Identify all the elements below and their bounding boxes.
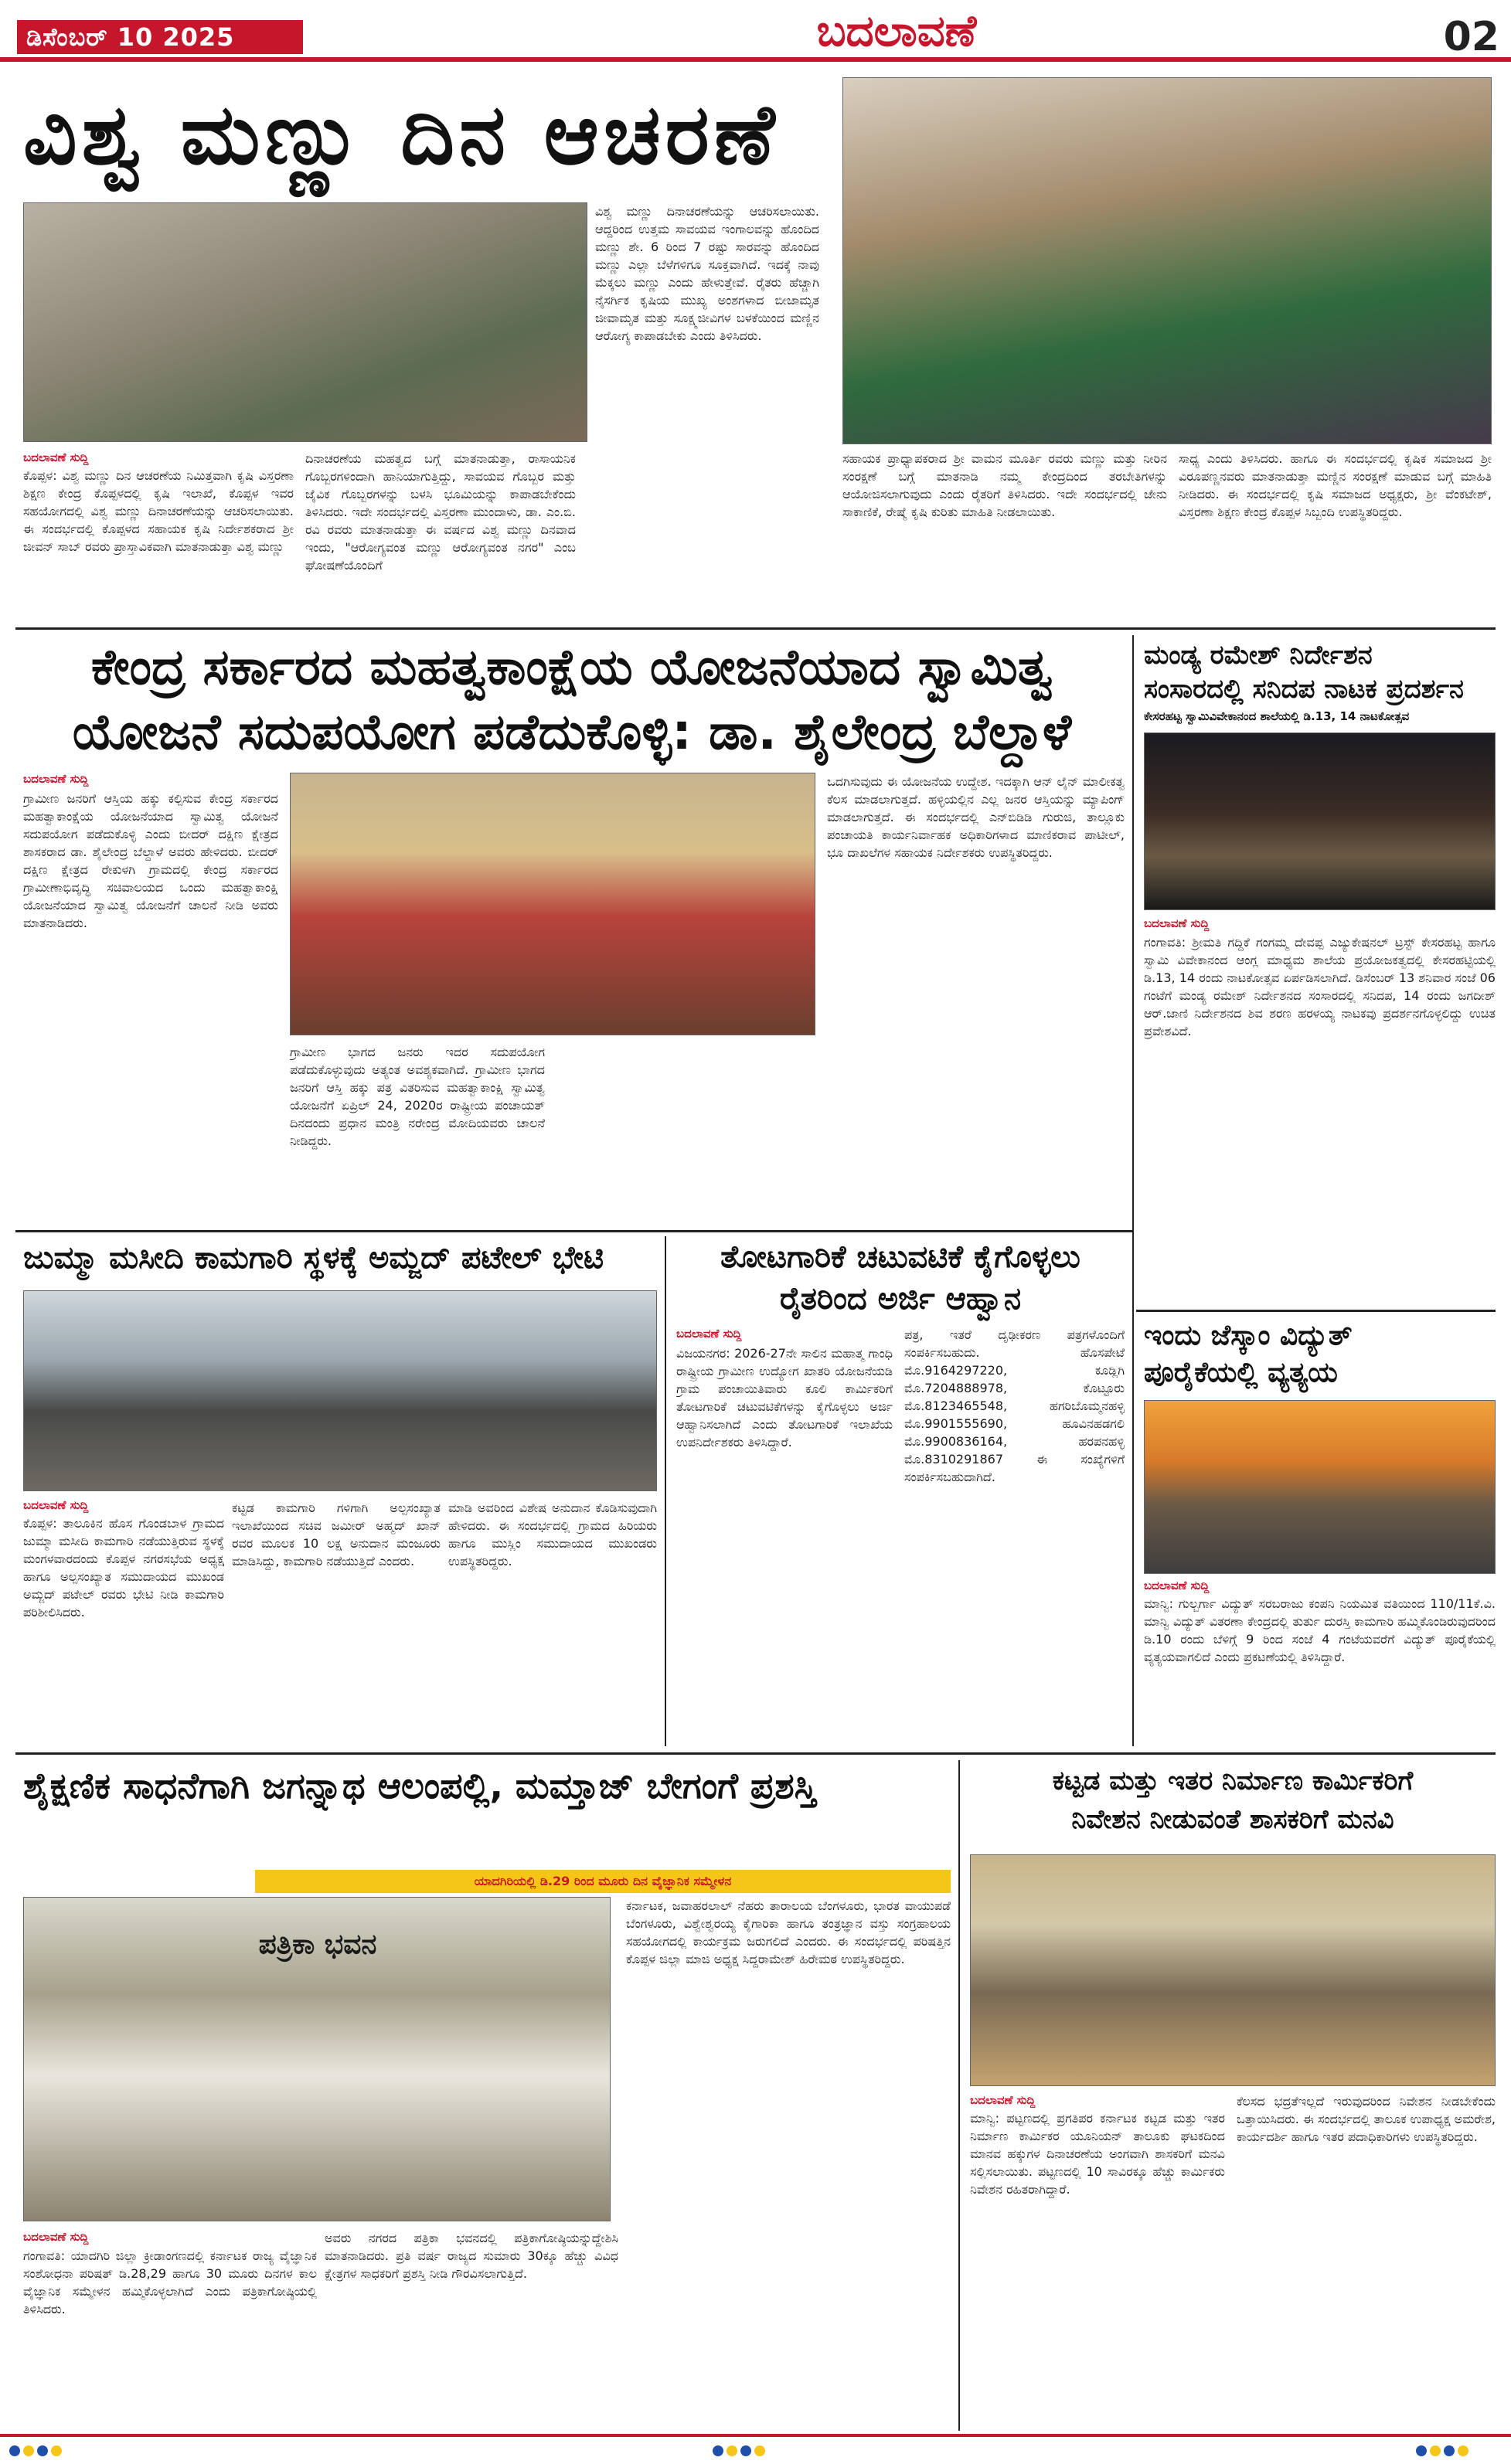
photo-sign-text: ಪತ್ರಿಕಾ ಭವನ	[258, 1929, 377, 1960]
story6-headline-line1: ಇಂದು ಜೆಸ್ಕಾಂ ವಿದ್ಯುತ್	[1144, 1320, 1353, 1351]
masthead	[0, 0, 1511, 62]
story8-headline-line1: ಕಟ್ಟಡ ಮತ್ತು ಇತರ ನಿರ್ಮಾಣ ಕಾರ್ಮಿಕರಿಗೆ	[1052, 1766, 1414, 1796]
story2-headline-line2: ಯೋಜನೆ ಸದುಪಯೋಗ ಪಡೆದುಕೊಳ್ಳಿ: ಡಾ. ಶೈಲೇಂದ್ರ ಬೆಲ್ದಾಳೆ	[72, 704, 1072, 761]
story2-col1: ಗ್ರಾಮೀಣ ಜನರಿಗೆ ಆಸ್ತಿಯ ಹಕ್ಕು ಕಲ್ಪಿಸುವ ಕೇಂದ್ರ ಸರ್ಕಾರದ ಮಹತ್ವಾಕಾಂಕ್ಷೆಯ ಯೋಜನೆಯಾದ ಸ್ವಾಮಿತ್ವ ಯೋಜನೆ ಸದುಪಯೋಗ ಪಡೆದುಕೊಳ್ಳಿ ಎಂದು ಬೀದರ್ ದಕ್ಷಿಣ ಕ್ಷೇತ್ರದ ಶಾಸಕರಾದ ಡಾ. ಶೈಲೇಂದ್ರ ಬೆಲ್ದಾಳೆ ಅವರು ಹೇಳಿದರು. ಬೀದರ್ ದಕ್ಷಿಣ ಕ್ಷೇತ್ರದ ರೇಕುಳಗಿ ಗ್ರಾಮದಲ್ಲಿ ಕೇಂದ್ರ ಸರ್ಕಾರದ ಗ್ರಾಮೀಣಾಭಿವೃದ್ಧಿ ಸಚಿವಾಲಯದ ಒಂದು ಮಹತ್ವಾಕಾಂಕ್ಷಿ ಯೋಜನೆಯಾದ ಸ್ವಾಮಿತ್ವ ಯೋಜನೆಗೆ ಚಾಲನೆ ನೀಡಿ ಅವರು ಮಾತನಾಡಿದರು.	[23, 791, 278, 930]
story7-col1: ಗಂಗಾವತಿ: ಯಾದಗಿರಿ ಜಿಲ್ಲಾ ಕ್ರೀಡಾಂಗಣದಲ್ಲಿ ಕರ್ನಾಟಕ ರಾಜ್ಯ ವೈಜ್ಞಾನಿಕ ಸಂಶೋಧನಾ ಪರಿಷತ್ ಡಿ.28,29 ಹಾಗೂ 30 ಮೂರು ದಿನಗಳ ಕಾಲ ವೈಜ್ಞಾನಿಕ ಸಮ್ಮೇಳನ ಹಮ್ಮಿಕೊಳ್ಳಲಾಗಿದೆ ಎಂದು ಪತ್ರಿಕಾಗೋಷ್ಠಿಯಲ್ಲಿ ತಿಳಿಸಿದರು.	[23, 2248, 317, 2316]
story5-headline-line2: ರೈತರಿಂದ ಅರ್ಜಿ ಆಹ್ವಾನ	[779, 1281, 1022, 1317]
story3-body: ಗಂಗಾವತಿ: ಶ್ರೀಮತಿ ಗದ್ದಿಕೆ ಗಂಗಮ್ಮ ದೇವಪ್ಪ ಎಜ್ಯುಕೇಷನಲ್ ಟ್ರಸ್ಟ್ ಕೇಸರಹಟ್ಟ ಹಾಗೂ ಸ್ವಾಮಿ ವಿವೇಕಾನಂದ ಆಂಗ್ಲ ಮಾಧ್ಯಮ ಶಾಲೆಯ ಪ್ರಯೋಜಕತ್ವದಲ್ಲಿ ಕೇಸರಹಟ್ಟಿಯಲ್ಲಿ ಡಿ.13, 14 ರಂದು ನಾಟಕೋತ್ಸವ ಏರ್ಪಡಿಸಲಾಗಿದೆ. ಡಿಸೆಂಬರ್ 13 ಶನಿವಾರ ಸಂಜೆ 06 ಗಂಟೆಗೆ ಮಂಡ್ಯ ರಮೇಶ್ ನಿರ್ದೇಶನದ ಸಂಸಾರದಲ್ಲಿ ಸನಿದಪ, 14 ರಂದು ಜಗದೀಶ್ ಆರ್.ಜಾಣಿ ನಿರ್ದೇಶನದ ಶಿವ ಶರಣ ಹರಳಯ್ಯ ನಾಟಕವು ಪ್ರದರ್ಶನಗೊಳ್ಳಲಿದ್ದು ಉಚಿತ ಪ್ರವೇಶವಿದೆ.	[1144, 935, 1496, 1038]
divider	[15, 627, 1496, 630]
divider	[1132, 1314, 1134, 1746]
story3-kicker: ಕೇಸರಹಟ್ಟ ಸ್ವಾಮಿವಿವೇಕಾನಂದ ಶಾಲೆಯಲ್ಲಿ ಡಿ.13, 14 ನಾಟಕೋತ್ಸವ	[1144, 709, 1410, 723]
footer-dots-left	[8, 2445, 100, 2460]
story4-col3: ಮಾಡಿ ಅವರಿಂದ ವಿಶೇಷ ಅನುದಾನ ಕೊಡಿಸುವುದಾಗಿ ಹೇಳಿದರು. ಈ ಸಂದರ್ಭದಲ್ಲಿ ಗ್ರಾಮದ ಹಿರಿಯರು ಹಾಗೂ ಮುಸ್ಲಿಂ ಸಮುದಾಯದ ಮುಖಂಡರು ಉಪಸ್ಥಿತರಿದ್ದರು.	[448, 1500, 657, 1568]
story7-kicker: ಯಾದಗಿರಿಯಲ್ಲಿ ಡಿ.29 ರಿಂದ ಮೂರು ದಿನ ವೈಜ್ಞಾನಿಕ ಸಮ್ಮೇಳನ	[255, 1870, 951, 1893]
divider	[958, 1760, 960, 2431]
story1-headline: ವಿಶ್ವ ಮಣ್ಣು ದಿನ ಆಚರಣೆ	[23, 87, 780, 183]
story3-headline-line2: ಸಂಸಾರದಲ್ಲಿ ಸನಿದಪ ನಾಟಕ ಪ್ರದರ್ಶನ	[1144, 674, 1464, 705]
story1-col2b	[587, 450, 812, 621]
story1-photo-plant	[842, 77, 1492, 444]
story8-headline-line2: ನಿವೇಶನ ನೀಡುವಂತೆ ಶಾಸಕರಿಗೆ ಮನವಿ	[1071, 1804, 1394, 1835]
story3-byline: ಬದಲಾವಣೆ ಸುದ್ದಿ	[1144, 916, 1210, 930]
story8-headline	[970, 1762, 1496, 1847]
story1-col4: ಸಹಾಯಕ ಪ್ರಾಧ್ಯಾಪಕರಾದ ಶ್ರೀ ವಾಮನ ಮೂರ್ತಿ ರವರು ಮಣ್ಣು ಮತ್ತು ನೀರಿನ ಸಂರಕ್ಷಣೆ ಬಗ್ಗೆ ಮಾತನಾಡಿ ನಮ್ಮ ಕೇಂದ್ರದಿಂದ ತರಬೇತಿಗಳನ್ನು ಆಯೋಜಿಸಲಾಗುವುದು ಎಂದು ರೈತರಿಗೆ ತಿಳಿಸಿದರು. ಇದೇ ಸಂದರ್ಭದಲ್ಲಿ ಜೇನು ಸಾಕಾಣಿಕೆ, ರೇಷ್ಮೆ ಕೃಷಿ ಕುರಿತು ಮಾಹಿತಿ ನೀಡಲಾಯಿತು.	[842, 451, 1167, 519]
story1-col5: ಸಾಧ್ಯ ಎಂದು ತಿಳಿಸಿದರು. ಹಾಗೂ ಈ ಸಂದರ್ಭದಲ್ಲಿ ಕೃಷಿಕ ಸಮಾಜದ ಶ್ರೀ ವಿರೂಪಣ್ಣನವರು ಮಾತನಾಡುತ್ತಾ ಮಣ್ಣಿನ ಸಂರಕ್ಷಣೆ ಮಾಡುವ ಬಗ್ಗೆ ಮಾಹಿತಿ ನೀಡಿದರು. ಈ ಸಂದರ್ಭದಲ್ಲಿ ಕೃಷಿ ಸಮಾಜದ ಅಧ್ಯಕ್ಷರು, ಶ್ರೀ ವೆಂಕಟೇಶ್, ವಿಸ್ತರಣಾ ಶಿಕ್ಷಣ ಕೇಂದ್ರ ಕೊಪ್ಪಳ ಸಿಬ್ಬಂದಿ ಉಪಸ್ಥಿತರಿದ್ದರು.	[1179, 451, 1492, 519]
story6-body: ಮಾನ್ವಿ: ಗುಲ್ಬರ್ಗಾ ವಿದ್ಯುತ್ ಸರಬರಾಜು ಕಂಪನಿ ನಿಯಮಿತ ವತಿಯಿಂದ 110/11ಕೆ.ವಿ. ಮಾನ್ವಿ ವಿದ್ಯುತ್ ವಿತರಣಾ ಕೇಂದ್ರದಲ್ಲಿ ತುರ್ತು ದುರಸ್ತಿ ಕಾಮಗಾರಿ ಹಮ್ಮಿಕೊಂಡಿರುವುದರಿಂದ ಡಿ.10 ರಂದು ಬೆಳಿಗ್ಗೆ 9 ರಿಂದ ಸಂಜೆ 4 ಗಂಟೆಯವರೆಗೆ ವಿದ್ಯುತ್ ಪೂರೈಕೆಯಲ್ಲಿ ವ್ಯತ್ಯಯವಾಗಲಿದೆ ಎಂದು ಪ್ರಕಟಣೆಯಲ್ಲಿ ತಿಳಿಸಿದ್ದಾರೆ.	[1144, 1596, 1496, 1664]
story2-byline: ಬದಲಾವಣೆ ಸುದ್ದಿ	[23, 772, 89, 786]
story7-col3: ಕರ್ನಾಟಕ, ಜವಾಹರಲಾಲ್ ನೆಹರು ತಾರಾಲಯ ಬೆಂಗಳೂರು, ಭಾರತ ವಾಯುಪಡೆ ಬೆಂಗಳೂರು, ವಿಶ್ವೇಶ್ವರಯ್ಯ ಕೈಗಾರಿಕಾ ಹಾಗೂ ತಂತ್ರಜ್ಞಾನ ವಸ್ತು ಸಂಗ್ರಹಾಲಯ ಸಹಯೋಗದಲ್ಲಿ ಕಾರ್ಯಕ್ರಮ ಜರುಗಲಿದೆ ಎಂದರು. ಈ ಸಂದರ್ಭದಲ್ಲಿ ಪರಿಷತ್ತಿನ ಕೊಪ್ಪಳ ಜಿಲ್ಲಾ ಮಾಜಿ ಅಧ್ಯಕ್ಷ ಸಿದ್ದರಾಮೇಶ್ ಹಿರೇಮಠ ಉಪಸ್ಥಿತರಿದ್ದರು.	[626, 1898, 951, 1966]
story2-headline-line1: ಕೇಂದ್ರ ಸರ್ಕಾರದ ಮಹತ್ವಕಾಂಕ್ಷೆಯ ಯೋಜನೆಯಾದ ಸ್ವಾಮಿತ್ವ	[90, 639, 1053, 696]
footer-dots-right	[1414, 2445, 1507, 2460]
story5-headline-line1: ತೋಟಗಾರಿಕೆ ಚಟುವಟಿಕೆ ಕೈಗೊಳ್ಳಲು	[720, 1239, 1081, 1275]
story1-col3: ವಿಶ್ವ ಮಣ್ಣು ದಿನಾಚರಣೆಯನ್ನು ಆಚರಿಸಲಾಯಿತು. ಆದ್ದರಿಂದ ಉತ್ತಮ ಸಾವಯವ ಇಂಗಾಲವನ್ನು ಹೊಂದಿದ ಮಣ್ಣು ಶೇ. 6 ರಿಂದ 7 ರಷ್ಟು ಸಾರವನ್ನು ಹೊಂದಿದ ಮಣ್ಣು ಎಲ್ಲಾ ಬೆಳೆಗಳಿಗೂ ಸೂಕ್ತವಾಗಿದೆ. ಇದಕ್ಕೆ ನಾವು ಮೆಕ್ಕಲು ಮಣ್ಣು ಎಂದು ಹೇಳುತ್ತೇವೆ. ರೈತರು ಹೆಚ್ಚಾಗಿ ನೈಸರ್ಗಿಕ ಕೃಷಿಯ ಮುಖ್ಯ ಅಂಶಗಳಾದ ಬೀಜಾಮೃತ ಜೀವಾಮೃತ ಮತ್ತು ಸೂಕ್ಷ್ಮಜೀವಿಗಳ ಬಳಕೆಯಿಂದ ಮಣ್ಣಿನ ಆರೋಗ್ಯ ಕಾಪಾಡಬೇಕು ಎಂದು ತಿಳಿಸಿದರು.	[595, 204, 819, 343]
story3-photo	[1144, 732, 1496, 910]
story6-headline	[1144, 1317, 1496, 1395]
divider	[1132, 635, 1134, 1315]
story4-byline: ಬದಲಾವಣೆ ಸುದ್ದಿ	[23, 1498, 89, 1512]
divider	[15, 1230, 1132, 1232]
story4-col1: ಕೊಪ್ಪಳ: ತಾಲೂಕಿನ ಹೊಸ ಗೊಂಡಬಾಳ ಗ್ರಾಮದ ಜುಮ್ಮಾ ಮಸೀದಿ ಕಾಮಗಾರಿ ನಡೆಯುತ್ತಿರುವ ಸ್ಥಳಕ್ಕೆ ಮಂಗಳವಾರದಂದು ಕೊಪ್ಪಳ ನಗರಸಭೆಯ ಅಧ್ಯಕ್ಷ ಹಾಗೂ ಅಲ್ಪಸಂಖ್ಯಾತ ಸಮುದಾಯದ ಮುಖಂಡ ಅಮ್ಜದ್ ಪಟೇಲ್ ರವರು ಭೇಟಿ ನೀಡಿ ಕಾಮಗಾರಿ ಪರಿಶೀಲಿಸಿದರು.	[23, 1516, 224, 1619]
story5-col2: ಪತ್ರ, ಇತರೆ ದೃಢೀಕರಣ ಪತ್ರಗಳೊಂದಿಗೆ ಸಂಪರ್ಕಿಸಬಹುದು. ಹೊಸಪೇಟೆ ಮೊ.9164297220, ಕೂಡ್ಲಿಗಿ ಮೊ.7204888978, ಕೊಟ್ಟೂರು ಮೊ.8123465548, ಹಗರಿಬೊಮ್ಮನಹಳ್ಳಿ ಮೊ.9901555690, ಹೂವಿನಹಡಗಲಿ ಮೊ.9900836164, ಹರಪನಹಳ್ಳಿ ಮೊ.8310291867 ಈ ಸಂಖ್ಯೆಗಳಿಗೆ ಸಂಪರ್ಕಿಸಬಹುದಾಗಿದೆ.	[904, 1327, 1125, 1484]
divider	[665, 1236, 666, 1746]
page-number: 02	[1443, 14, 1499, 60]
story7-col2: ಅವರು ನಗರದ ಪತ್ರಿಕಾ ಭವನದಲ್ಲಿ ಪತ್ರಿಕಾಗೋಷ್ಠಿಯನ್ನುದ್ದೇಶಿಸಿ ಮಾತನಾಡಿದರು. ಪ್ರತಿ ವರ್ಷ ರಾಜ್ಯದ ಸುಮಾರು 30ಕ್ಕೂ ಹೆಚ್ಚು ವಿವಿಧ ಕ್ಷೇತ್ರಗಳ ಸಾಧಕರಿಗೆ ಪ್ರಶಸ್ತಿ ನೀಡಿ ಗೌರವಿಸಲಾಗುತ್ತಿದೆ.	[325, 2231, 618, 2281]
story6-photo	[1144, 1400, 1496, 1574]
story1-photo-group	[23, 202, 587, 442]
story5-col1: ವಿಜಯನಗರ: 2026-27ನೇ ಸಾಲಿನ ಮಹಾತ್ಮ ಗಾಂಧಿ ರಾಷ್ಟ್ರೀಯ ಗ್ರಾಮೀಣ ಉದ್ಯೋಗ ಖಾತರಿ ಯೋಜನೆಯಡಿ ಗ್ರಾಮ ಪಂಚಾಯಿತಿವಾರು ಕೂಲಿ ಕಾರ್ಮಿಕರಿಗೆ ತೋಟಗಾರಿಕೆ ಚಟುವಟಿಕೆಗಳನ್ನು ಕೈಗೊಳ್ಳಲು ಅರ್ಜಿ ಆಹ್ವಾನಿಸಲಾಗಿದೆ ಎಂದು ತೋಟಗಾರಿಕೆ ಇಲಾಖೆಯ ಉಪನಿರ್ದೇಶಕರು ತಿಳಿಸಿದ್ದಾರೆ.	[676, 1346, 893, 1450]
story8-byline: ಬದಲಾವಣೆ ಸುದ್ದಿ	[970, 2093, 1036, 2107]
story5-byline: ಬದಲಾವಣೆ ಸುದ್ದಿ	[676, 1327, 742, 1341]
story1-col2: ದಿನಾಚರಣೆಯ ಮಹತ್ವದ ಬಗ್ಗೆ ಮಾತನಾಡುತ್ತಾ, ರಾಸಾಯನಿಕ ಗೊಬ್ಬರಗಳಿಂದಾಗಿ ಹಾನಿಯಾಗುತ್ತಿದ್ದು, ಸಾವಯವ ಗೊಬ್ಬರ ಮತ್ತು ಜೈವಿಕ ಗೊಬ್ಬರಗಳನ್ನು ಬಳಸಿ ಭೂಮಿಯನ್ನು ಕಾಪಾಡಬೇಕೆಂದು ತಿಳಿಸಿದರು. ಇದೇ ಸಂದರ್ಭದಲ್ಲಿ ವಿಸ್ತರಣಾ ಮುಂದಾಳು, ಡಾ. ಎಂ.ಬಿ. ರವಿ ರವರು ಮಾತನಾಡುತ್ತಾ ಈ ವರ್ಷದ ವಿಶ್ವ ಮಣ್ಣು ದಿನವಾದ ಇಂದು, "ಆರೋಗ್ಯವಂತ ಮಣ್ಣು ಆರೋಗ್ಯವಂತ ನಗರ" ಎಂಬ ಘೋಷಣೆಯೊಂದಿಗೆ	[305, 451, 576, 573]
story1-col1: ಕೊಪ್ಪಳ: ವಿಶ್ವ ಮಣ್ಣು ದಿನ ಆಚರಣೆಯ ನಿಮಿತ್ತವಾಗಿ ಕೃಷಿ ವಿಸ್ತರಣಾ ಶಿಕ್ಷಣ ಕೇಂದ್ರ ಕೊಪ್ಪಳದಲ್ಲಿ ಕೃಷಿ ಇಲಾಖೆ, ಕೊಪ್ಪಳ ಇವರ ಸಹಯೋಗದಲ್ಲಿ ವಿಶ್ವ ಮಣ್ಣು ದಿನಾಚರಣೆಯನ್ನು ಆಚರಿಸಲಾಯಿತು. ಈ ಸಂದರ್ಭದಲ್ಲಿ ಕೊಪ್ಪಳದ ಸಹಾಯಕ ಕೃಷಿ ನಿರ್ದೇಶಕರಾದ ಶ್ರೀ ಜೀವನ್ ಸಾಬ್ ರವರು ಪ್ರಾಸ್ತಾವಿಕವಾಗಿ ಮಾತನಾಡುತ್ತಾ ವಿಶ್ವ ಮಣ್ಣು	[23, 468, 294, 554]
story7-byline: ಬದಲಾವಣೆ ಸುದ್ದಿ	[23, 2230, 89, 2244]
story8-photo	[970, 1854, 1496, 2086]
story5-headline	[676, 1236, 1125, 1321]
divider	[1136, 1310, 1496, 1312]
story4-headline: ಜುಮ್ಮಾ ಮಸೀದಿ ಕಾಮಗಾರಿ ಸ್ಥಳಕ್ಕೆ ಅಮ್ಜದ್ ಪಟೇಲ್ ಭೇಟಿ	[23, 1240, 604, 1276]
story1-byline: ಬದಲಾವಣೆ ಸುದ್ದಿ	[23, 450, 89, 464]
story7-headline: ಶೈಕ್ಷಣಿಕ ಸಾಧನೆಗಾಗಿ ಜಗನ್ನಾಥ ಆಲಂಪಲ್ಲಿ, ಮಮ್ತಾಜ್ ಬೇಗಂಗೆ ಪ್ರಶಸ್ತಿ	[23, 1765, 816, 1806]
story2-photo	[290, 773, 815, 1035]
story7-photo	[23, 1897, 611, 2221]
issue-date: ಡಿಸೆಂಬರ್ 10 2025	[17, 20, 303, 54]
story4-col2: ಕಟ್ಟಡ ಕಾಮಗಾರಿ ಗಳಿಗಾಗಿ ಅಲ್ಪಸಂಖ್ಯಾತ ಇಲಾಖೆಯಿಂದ ಸಚಿವ ಜಮೀರ್ ಅಹ್ಮದ್ ಖಾನ್ ರವರ ಮೂಲಕ 10 ಲಕ್ಷ ಅನುದಾನ ಮಂಜೂರು ಮಾಡಿಸಿದ್ದು, ಕಾಮಗಾರಿ ನಡೆಯುತ್ತಿದೆ ಎಂದರು.	[232, 1500, 441, 1568]
story8-col1: ಮಾನ್ವಿ: ಪಟ್ಟಣದಲ್ಲಿ ಪ್ರಗತಿಪರ ಕರ್ನಾಟಕ ಕಟ್ಟಡ ಮತ್ತು ಇತರ ನಿರ್ಮಾಣ ಕಾರ್ಮಿಕರ ಯೂನಿಯನ್ ತಾಲೂಕು ಘಟಕದಿಂದ ಮಾನವ ಹಕ್ಕುಗಳ ದಿನಾಚರಣೆಯ ಅಂಗವಾಗಿ ಶಾಸಕರಿಗೆ ಮನವಿ ಸಲ್ಲಿಸಲಾಯಿತು. ಪಟ್ಟಣದಲ್ಲಿ 10 ಸಾವಿರಕ್ಕೂ ಹೆಚ್ಚು ಕಾರ್ಮಿಕರು ನಿವೇಶನ ರಹಿತರಾಗಿದ್ದಾರೆ.	[970, 2111, 1225, 2197]
divider	[15, 1752, 1496, 1755]
story2-col2: ಗ್ರಾಮೀಣ ಭಾಗದ ಜನರು ಇದರ ಸದುಪಯೋಗ ಪಡೆದುಕೊಳ್ಳುವುದು ಅತ್ಯಂತ ಅವಶ್ಯಕವಾಗಿದೆ. ಗ್ರಾಮೀಣ ಭಾಗದ ಜನರಿಗೆ ಆಸ್ತಿ ಹಕ್ಕು ಪತ್ರ ವಿತರಿಸುವ ಮಹತ್ವಾಕಾಂಕ್ಷಿ ಸ್ವಾಮಿತ್ವ ಯೋಜನೆಗೆ ಏಪ್ರಿಲ್ 24, 2020ರ ರಾಷ್ಟ್ರೀಯ ಪಂಚಾಯತ್ ದಿನದಂದು ಪ್ರಧಾನ ಮಂತ್ರಿ ನರೇಂದ್ರ ಮೋದಿಯವರು ಚಾಲನೆ ನೀಡಿದ್ದರು.	[290, 1045, 545, 1148]
story3-headline	[1144, 638, 1496, 708]
story2-col3: ಒದಗಿಸುವುದು ಈ ಯೋಜನೆಯ ಉದ್ದೇಶ. ಇದಕ್ಕಾಗಿ ಆನ್ ಲೈನ್ ಮಾಲೀಕತ್ವ ಕೆಲಸ ಮಾಡಲಾಗುತ್ತದೆ. ಹಳ್ಳಿಯಲ್ಲಿನ ಎಲ್ಲ ಜನರ ಆಸ್ತಿಯನ್ನು ಮ್ಯಾಪಿಂಗ್ ಮಾಡಲಾಗುತ್ತದೆ. ಈ ಸಂದರ್ಭದಲ್ಲಿ ಎನ್‌ಬಿಡಿಡಿ ಗುರುಜಿ, ತಾಲ್ಲೂಕು ಪಂಚಾಯತಿ ಕಾರ್ಯನಿರ್ವಾಹಕ ಅಧಿಕಾರಿಗಳಾದ ಮಾಣಿಕರಾವ ಪಾಟೀಲ್, ಭೂ ದಾಖಲೆಗಳ ಸಹಾಯಕ ನಿರ್ದೇಶಕರು ಉಪಸ್ಥಿತರಿದ್ದರು.	[827, 774, 1125, 860]
story6-headline-line2: ಪೂರೈಕೆಯಲ್ಲಿ ವ್ಯತ್ಯಯ	[1144, 1357, 1338, 1388]
story3-headline-line1: ಮಂಡ್ಯ ರಮೇಶ್ ನಿರ್ದೇಶನ	[1144, 640, 1373, 671]
story6-byline: ಬದಲಾವಣೆ ಸುದ್ದಿ	[1144, 1579, 1210, 1592]
footer-bar	[0, 2434, 1511, 2464]
story8-col2: ಕೆಲಸದ ಭದ್ರತೆಇಲ್ಲದೆ ಇರುವುದರಿಂದ ನಿವೇಶನ ನೀಡಬೇಕೆಂದು ಒತ್ತಾಯಿಸಿದರು. ಈ ಸಂದರ್ಭದಲ್ಲಿ ತಾಲೂಕ ಉಪಾಧ್ಯಕ್ಷ ಅಮರೇಶ, ಕಾರ್ಯದರ್ಶಿ ಹಾಗೂ ಇತರ ಪದಾಧಿಕಾರಿಗಳು ಉಪಸ್ಥಿತರಿದ್ದರು.	[1237, 2094, 1496, 2144]
story2-col2b	[556, 1043, 812, 1222]
footer-dots-center	[711, 2445, 804, 2460]
story4-photo	[23, 1290, 657, 1491]
newspaper-title: ಬದಲಾವಣೆ	[816, 6, 977, 56]
story2-headline	[23, 635, 1121, 766]
